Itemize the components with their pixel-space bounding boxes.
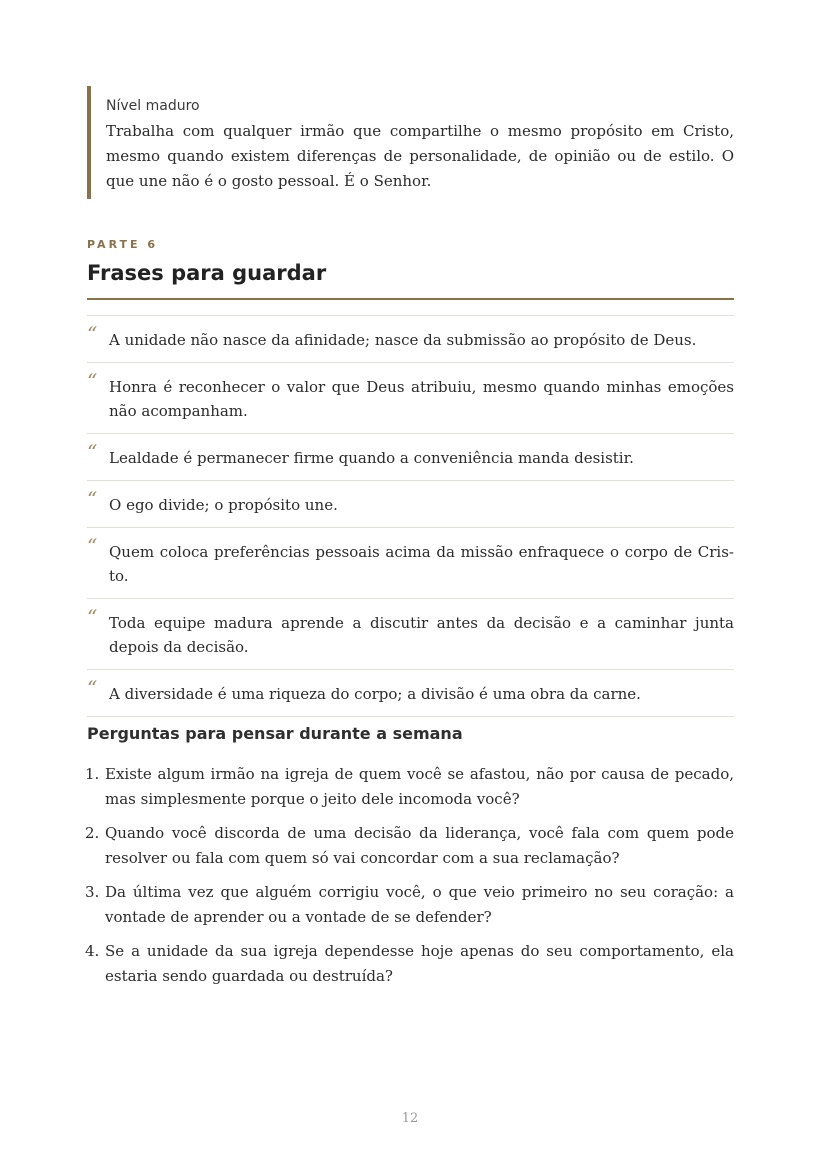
question-item [87, 880, 734, 930]
question-number: 4. [85, 942, 100, 960]
questions-heading: Perguntas para pensar durante a semana [87, 724, 463, 743]
quotes-list [87, 315, 734, 717]
maturity-callout [87, 86, 734, 199]
quote-item [87, 481, 734, 528]
quote-item [87, 528, 734, 599]
title-rule [87, 298, 734, 300]
question-text: Quando você discorda de uma decisão da liderança, você fala com quem pode resolver ou fala com quem só vai concordar com a sua reclamação? [105, 824, 734, 867]
question-text: Da última vez que alguém corrigiu você, o que veio primeiro no seu coração: a vontade de aprender ou a vontade de se defender? [105, 883, 734, 926]
quote-item [87, 599, 734, 670]
page-number: 12 [401, 1111, 419, 1126]
quote-text: Lealdade é permanecer firme quando a conveniência manda desistir. [109, 449, 634, 467]
question-text: Se a unidade da sua igreja dependesse hoje apenas do seu comportamento, ela estaria sendo guardada ou destruída? [105, 942, 734, 985]
question-text: Existe algum irmão na igreja de quem você se afastou, não por causa de pecado, mas simplesmente porque o jeito dele incomoda você? [105, 765, 734, 808]
quote-mark-icon: “ [87, 605, 98, 629]
quote-text: Toda equipe madura aprende a discutir antes da decisão e a caminhar junta depois da decisão. [109, 614, 734, 656]
quote-mark-icon: “ [87, 487, 98, 511]
quote-item [87, 434, 734, 481]
question-number: 3. [85, 883, 100, 901]
question-number: 1. [85, 765, 100, 783]
question-item [87, 821, 734, 871]
quote-text: A diversidade é uma riqueza do corpo; a divisão é uma obra da carne. [109, 685, 641, 703]
part-label: PARTE 6 [87, 238, 159, 251]
quote-text: Quem coloca preferências pessoais acima da missão enfraquece o corpo de Cris-to. [109, 543, 734, 585]
callout-text: Trabalha com qualquer irmão que compartilhe o mesmo propósito em Cristo, mesmo quando existem diferenças de personalidade, de opinião ou de estilo. O que une não é o gosto pessoal. É o Senhor. [106, 122, 734, 190]
section-title: Frases para guardar [87, 261, 327, 285]
quote-item [87, 316, 734, 363]
callout-label: Nível maduro [106, 98, 200, 114]
quote-text: O ego divide; o propósito une. [109, 496, 338, 514]
quote-item [87, 670, 734, 717]
quote-mark-icon: “ [87, 534, 98, 558]
quote-mark-icon: “ [87, 369, 98, 393]
question-item [87, 939, 734, 989]
quote-text: A unidade não nasce da afinidade; nasce da submissão ao propósito de Deus. [109, 331, 697, 349]
question-item [87, 762, 734, 812]
quote-text: Honra é reconhecer o valor que Deus atribuiu, mesmo quando minhas emoções não acompanham. [109, 378, 734, 420]
quote-mark-icon: “ [87, 440, 98, 464]
quote-mark-icon: “ [87, 322, 98, 346]
question-number: 2. [85, 824, 100, 842]
quote-mark-icon: “ [87, 676, 98, 700]
quote-item [87, 363, 734, 434]
questions-list [87, 762, 734, 998]
